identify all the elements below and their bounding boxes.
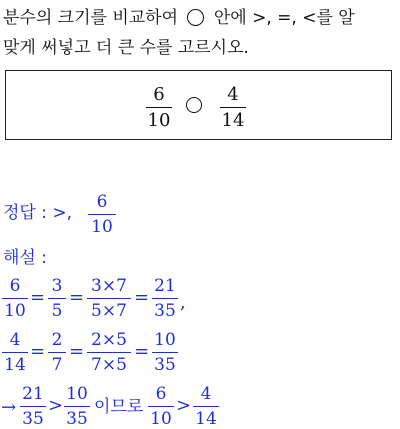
numerator: 10 bbox=[154, 330, 176, 350]
answer-circle-icon[interactable] bbox=[186, 97, 202, 113]
denominator: 10 bbox=[147, 110, 171, 131]
numerator: 2 bbox=[51, 330, 63, 350]
explanation-label: 해설 : bbox=[3, 248, 47, 268]
equals-sign: = bbox=[69, 341, 85, 362]
fraction-bar bbox=[87, 298, 131, 299]
row2-fraction-3 bbox=[87, 330, 131, 375]
greater-than-sign: > bbox=[176, 395, 192, 416]
row3-fraction-3 bbox=[148, 384, 174, 429]
denominator: 14 bbox=[195, 409, 217, 429]
row1-fraction-3 bbox=[87, 276, 131, 321]
question-text-end: 안에 >, =, <를 알 bbox=[213, 8, 355, 28]
row1-fraction-2 bbox=[48, 276, 66, 321]
denominator: 5×7 bbox=[91, 301, 127, 321]
comma: , bbox=[180, 292, 186, 313]
numerator: 3 bbox=[51, 276, 63, 296]
denominator: 7 bbox=[51, 355, 63, 375]
row3-fraction-4 bbox=[193, 384, 219, 429]
greater-than-sign: > bbox=[48, 395, 64, 416]
denominator: 10 bbox=[91, 217, 113, 237]
numerator: 6 bbox=[9, 276, 21, 296]
fraction-bar bbox=[193, 406, 219, 407]
row2-fraction-1 bbox=[2, 330, 28, 375]
row3-fraction-2 bbox=[64, 384, 90, 429]
fraction-bar bbox=[152, 298, 178, 299]
numerator: 6 bbox=[153, 84, 165, 105]
numerator: 21 bbox=[154, 276, 176, 296]
fraction-bar bbox=[146, 107, 172, 108]
answer-fraction bbox=[88, 192, 116, 237]
denominator: 7×5 bbox=[91, 355, 127, 375]
denominator: 35 bbox=[22, 409, 44, 429]
arrow-icon: → bbox=[1, 397, 17, 418]
comparison-circle-icon bbox=[187, 9, 204, 26]
fraction-bar bbox=[2, 352, 28, 353]
conclusion-text: 이므로 bbox=[94, 397, 144, 417]
row2-fraction-2 bbox=[48, 330, 66, 375]
equals-sign: = bbox=[134, 287, 150, 308]
equals-sign: = bbox=[30, 341, 46, 362]
equals-sign: = bbox=[30, 287, 46, 308]
denominator: 10 bbox=[4, 301, 26, 321]
numerator: 2×5 bbox=[91, 330, 127, 350]
question-text-start: 분수의 크기를 비교하여 bbox=[3, 8, 179, 28]
fraction-bar bbox=[2, 298, 28, 299]
numerator: 10 bbox=[66, 384, 88, 404]
fraction-bar bbox=[148, 406, 174, 407]
denominator: 10 bbox=[150, 409, 172, 429]
box-fraction-right bbox=[220, 84, 246, 131]
answer-label: 정답 : >, bbox=[3, 203, 73, 223]
row3-fraction-1 bbox=[20, 384, 46, 429]
numerator: 6 bbox=[155, 384, 167, 404]
fraction-bar bbox=[220, 107, 246, 108]
denominator: 35 bbox=[66, 409, 88, 429]
denominator: 35 bbox=[154, 355, 176, 375]
equals-sign: = bbox=[69, 287, 85, 308]
numerator: 21 bbox=[22, 384, 44, 404]
numerator: 6 bbox=[96, 192, 108, 212]
numerator: 4 bbox=[9, 330, 21, 350]
fraction-bar bbox=[88, 214, 116, 215]
denominator: 5 bbox=[51, 301, 63, 321]
fraction-bar bbox=[152, 352, 178, 353]
numerator: 4 bbox=[200, 384, 212, 404]
question-line-1 bbox=[3, 8, 355, 28]
row1-fraction-1 bbox=[2, 276, 28, 321]
fraction-bar bbox=[87, 352, 131, 353]
numerator: 3×7 bbox=[91, 276, 127, 296]
equals-sign: = bbox=[134, 341, 150, 362]
fraction-bar bbox=[64, 406, 90, 407]
question-line-2: 맞게 써넣고 더 큰 수를 고르시오. bbox=[3, 38, 249, 58]
denominator: 14 bbox=[221, 110, 245, 131]
row2-fraction-4 bbox=[152, 330, 178, 375]
numerator: 4 bbox=[227, 84, 239, 105]
fraction-bar bbox=[48, 298, 66, 299]
denominator: 14 bbox=[4, 355, 26, 375]
fraction-bar bbox=[48, 352, 66, 353]
denominator: 35 bbox=[154, 301, 176, 321]
fraction-bar bbox=[20, 406, 46, 407]
box-fraction-left bbox=[146, 84, 172, 131]
row1-fraction-4 bbox=[152, 276, 178, 321]
